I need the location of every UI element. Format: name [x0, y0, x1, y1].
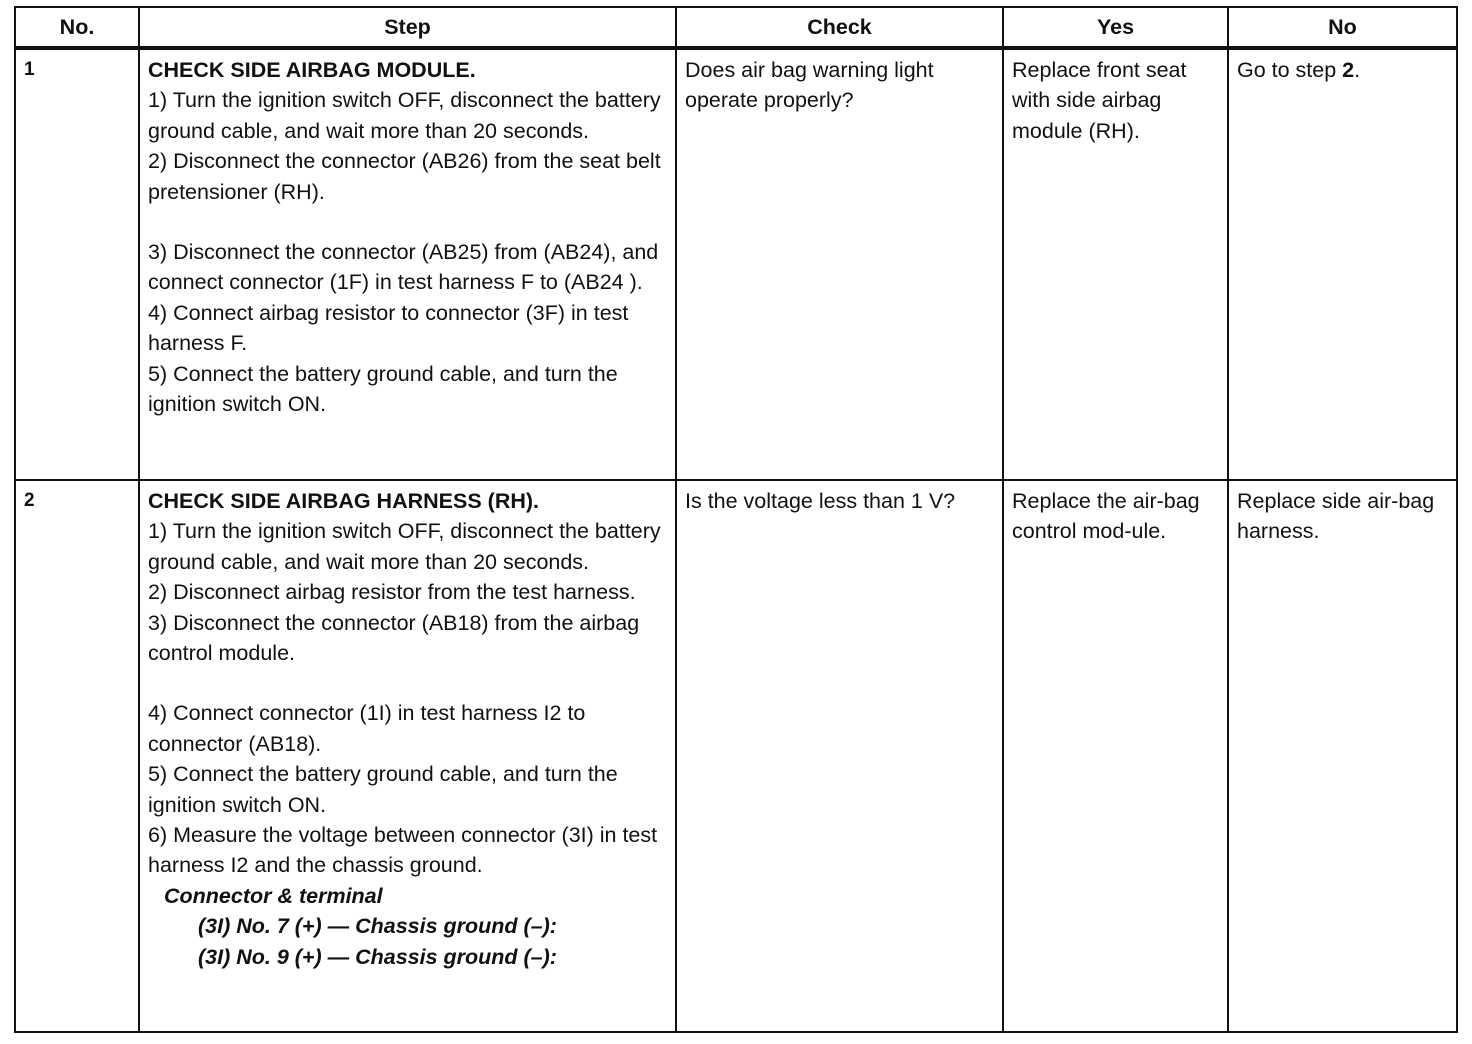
spacer [148, 668, 667, 698]
check-text: Does air bag warning light operate properly? [685, 58, 934, 113]
check-text: Is the voltage less than 1 V? [685, 489, 956, 513]
step-title: CHECK SIDE AIRBAG HARNESS (RH). [148, 489, 539, 513]
step-instruction: 1) Turn the ignition switch OFF, disconnect the battery ground cable, and wait more than 20 seconds. [148, 519, 661, 574]
step-instruction: 4) Connect connector (1I) in test harness I2 to connector (AB18). [148, 701, 586, 756]
yes-text: Replace front seat with side airbag module (RH). [1012, 58, 1187, 143]
diagnostic-procedure-table [14, 6, 1458, 1033]
header-yes: Yes [1003, 7, 1228, 48]
no-text-suffix: . [1354, 58, 1361, 82]
step-cell [139, 48, 676, 480]
spec-line: (3I) No. 7 (+) — Chassis ground (–): [198, 914, 557, 939]
spacer [148, 207, 667, 237]
step-title: CHECK SIDE AIRBAG MODULE. [148, 58, 476, 82]
step-number: 1 [15, 48, 139, 480]
step-instruction: 2) Disconnect the connector (AB26) from the seat belt pretensioner (RH). [148, 149, 661, 204]
yes-cell [1003, 48, 1228, 480]
header-no: No. [15, 7, 139, 48]
step-number: 2 [15, 480, 139, 1032]
check-cell [676, 480, 1003, 1032]
no-cell [1228, 48, 1457, 480]
header-step: Step [139, 7, 676, 48]
step-instruction: 2) Disconnect airbag resistor from the test harness. [148, 580, 636, 605]
spec-heading: Connector & terminal [164, 883, 383, 908]
header-check: Check [676, 7, 1003, 48]
table-row [15, 48, 1457, 480]
no-cell [1228, 480, 1457, 1032]
step-reference[interactable]: 2 [1342, 58, 1355, 82]
no-text [1237, 55, 1448, 85]
step-instruction: 5) Connect the battery ground cable, and turn the ignition switch ON. [148, 361, 618, 417]
step-instruction: 6) Measure the voltage between connector (3I) in test harness I2 and the chassis ground. [148, 823, 658, 878]
step-instruction: 3) Disconnect the connector (AB25) from (AB24), and connect connector (1F) in test harness F to (AB24 ). [148, 240, 659, 295]
step-instruction: 1) Turn the ignition switch OFF, disconnect the battery ground cable, and wait more than 20 seconds. [148, 88, 661, 143]
yes-cell [1003, 480, 1228, 1032]
no-text: Replace side air-bag harness. [1237, 489, 1435, 544]
table-row [15, 480, 1457, 1032]
step-instruction: 3) Disconnect the connector (AB18) from the airbag control module. [148, 610, 640, 666]
check-cell [676, 48, 1003, 480]
step-cell [139, 480, 676, 1032]
yes-text: Replace the air-bag control mod-ule. [1012, 489, 1200, 544]
spec-line: (3I) No. 9 (+) — Chassis ground (–): [198, 944, 557, 969]
header-no-result: No [1228, 7, 1457, 48]
step-instruction: 5) Connect the battery ground cable, and turn the ignition switch ON. [148, 762, 618, 817]
step-instruction: 4) Connect airbag resistor to connector (3F) in test harness F. [148, 300, 629, 356]
no-text-prefix: Go to step [1237, 58, 1343, 82]
diagnostic-table-sheet [14, 6, 1458, 1033]
table-header-row [15, 7, 1457, 48]
